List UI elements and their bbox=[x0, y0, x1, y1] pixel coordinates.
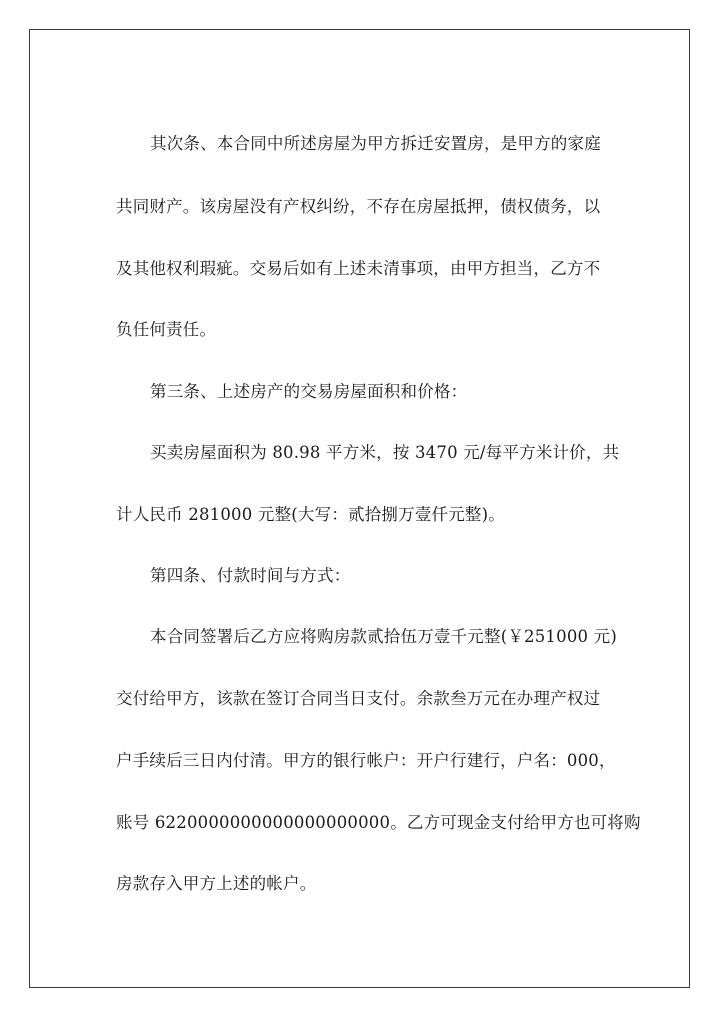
text-line: 及其他权利瑕疵。交易后如有上述未清事项，由甲方担当，乙方不 bbox=[116, 259, 601, 278]
text-line: 第四条、付款时间与方式： bbox=[150, 566, 351, 585]
text-line: 共同财产。该房屋没有产权纠纷，不存在房屋抵押，债权债务，以 bbox=[116, 197, 601, 216]
text-line: 其次条、本合同中所述房屋为甲方拆迁安置房，是甲方的家庭 bbox=[150, 134, 601, 153]
text-line: 买卖房屋面积为 80.98 平方米，按 3470 元/每平方米计价，共 bbox=[150, 443, 620, 462]
text-line: 计人民币 281000 元整(大写：贰拾捌万壹仟元整)。 bbox=[116, 505, 505, 524]
text-line: 交付给甲方，该款在签订合同当日支付。余款叁万元在办理产权过 bbox=[116, 689, 601, 708]
text-line: 第三条、上述房产的交易房屋面积和价格： bbox=[150, 382, 468, 401]
text-line: 本合同签署后乙方应将购房款贰拾伍万壹千元整(￥251000 元) bbox=[150, 627, 618, 646]
text-line: 房款存入甲方上述的帐户。 bbox=[116, 874, 317, 893]
text-line: 户手续后三日内付清。甲方的银行帐户：开户行建行，户名：000， bbox=[116, 751, 616, 770]
text-line: 账号 6220000000000000000000。乙方可现金支付给甲方也可将购 bbox=[116, 813, 641, 832]
text-line: 负任何责任。 bbox=[116, 320, 217, 339]
